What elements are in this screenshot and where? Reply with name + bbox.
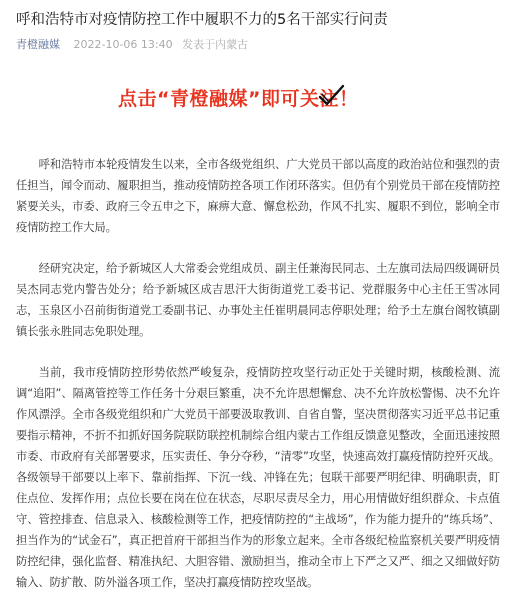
paragraph: 经研究决定，给予新城区人大常委会党组成员、副主任兼海民同志、土左旗司法局四级调研员吴杰同志党内警告处分；给予新城区成吉思汗大街街道党工委书记、党群服务中心主任王雪冰同志，玉泉区小召前街街道党工委副书记、办事处主任崔明晨同志停职处理；给予土左旗台阁牧镇副镇长张永胜同志免职处理。	[16, 262, 500, 338]
source-link[interactable]: 青橙融媒	[16, 38, 60, 51]
paragraph: 呼和浩特市本轮疫情发生以来，全市各级党组织、广大党员干部以高度的政治站位和强烈的责任担当，闻令而动、履职担当，推动疫情防控各项工作闭环落实。但仍有个别党员干部在疫情防控紧要关头，市委、政府三令五申之下，麻痹大意、懈怠松劲，作风不扎实、履职不到位，影响全市疫情防控工作大局。	[16, 158, 500, 234]
publish-location: 发表于内蒙古	[182, 38, 249, 51]
check-mark-icon	[316, 82, 346, 110]
follow-banner-text: 点击“青橙融媒”即可关注！	[118, 88, 359, 110]
follow-banner[interactable]	[104, 80, 412, 116]
article-title: 呼和浩特市对疫情防控工作中履职不力的5名干部实行问责	[16, 12, 388, 28]
paragraph: 当前，我市疫情防控形势依然严峻复杂，疫情防控攻坚行动正处于关键时期，核酸检测、流调“追阳”、隔离管控等工作任务十分艰巨繁重，决不允许思想懈怠、决不允许放松警惕、决不允许作风漂浮。全市各级党组织和广大党员干部要汲取教训、自省自警，坚决贯彻落实习近平总书记重要指示精神，不折不扣抓好国务院联防联控机制综合组内蒙古工作组反馈意见整改，全面迅速按照市委、市政府有关部署要求，压实责任、争分夺秒，“清零”攻坚，快速高效打赢疫情防控歼灭战。各级领导干部要以上率下、靠前指挥、下沉一线、冲锋在先；包联干部要严明纪律、明确职责，盯住点位、发挥作用；点位长要在岗在位在状态，尽职尽责尽全力，用心用情做好组织群众、卡点值守、管控排查、信息录入、核酸检测等工作，把疫情防控的“主战场”，作为能力提升的“练兵场”、担当作为的“试金石”，真正把首府干部担当作为的形象立起来。全市各级纪检监察机关要严明疫情防控纪律，强化监督、精准执纪、大胆容错、激励担当，推动全市上下严之又严、细之又细做好防输入、防扩散、防外溢各项工作，坚决打赢疫情防控攻坚战。	[16, 366, 500, 589]
publish-date: 2022-10-06 13:40	[73, 38, 173, 51]
article-meta	[16, 38, 248, 52]
article-body	[16, 154, 500, 613]
